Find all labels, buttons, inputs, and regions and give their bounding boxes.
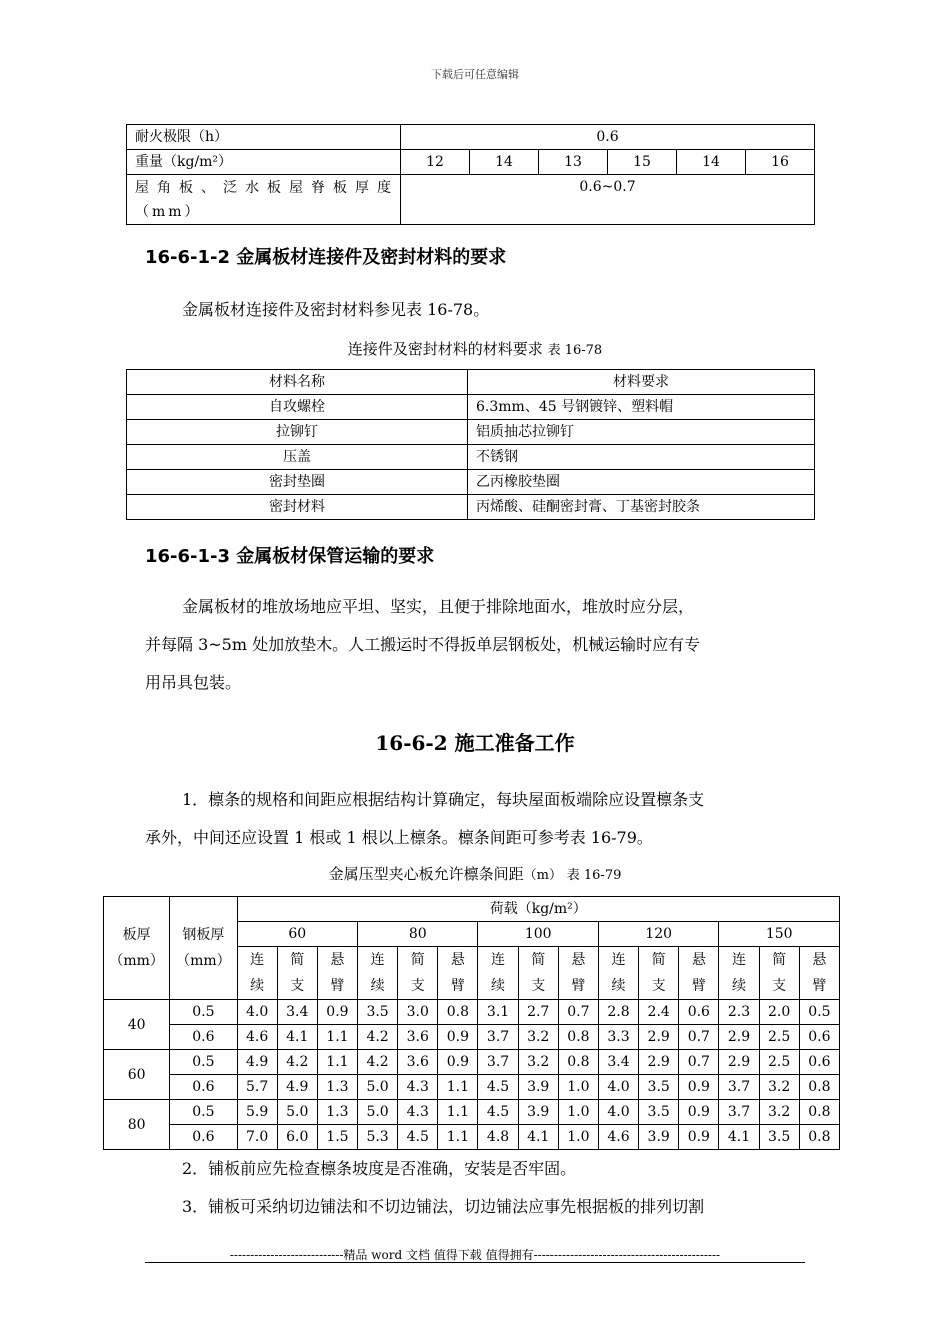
material-name: 自攻螺栓 bbox=[127, 395, 468, 420]
spacing-value: 5.7 bbox=[237, 1075, 277, 1100]
paragraph-line: 2．铺板前应先检查檩条坡度是否准确，安装是否牢固。 bbox=[182, 1159, 577, 1178]
panel-thickness: 80 bbox=[104, 1100, 170, 1150]
material-requirement: 丙烯酸、硅酮密封膏、丁基密封胶条 bbox=[468, 495, 815, 520]
support-type-header: 简支 bbox=[277, 947, 317, 1000]
spacing-value: 0.8 bbox=[558, 1050, 598, 1075]
support-type-header: 简支 bbox=[518, 947, 558, 1000]
spacing-value: 3.2 bbox=[759, 1100, 799, 1125]
spacing-value: 0.6 bbox=[799, 1025, 839, 1050]
steel-thickness: 0.6 bbox=[170, 1025, 237, 1050]
spacing-value: 5.3 bbox=[358, 1125, 398, 1150]
spacing-value: 2.8 bbox=[598, 1000, 638, 1025]
spacing-value: 4.0 bbox=[598, 1075, 638, 1100]
spacing-value: 3.3 bbox=[598, 1025, 638, 1050]
material-requirement: 不锈钢 bbox=[468, 445, 815, 470]
spacing-value: 3.5 bbox=[358, 1000, 398, 1025]
page-footer: ----------------------------精品 word 文档 值得下载 值得拥有---------------------------------------------- bbox=[229, 1248, 721, 1262]
table-row bbox=[104, 1100, 840, 1125]
spacing-value: 1.0 bbox=[558, 1075, 598, 1100]
spacing-value: 0.6 bbox=[679, 1000, 719, 1025]
spacing-value: 1.1 bbox=[438, 1125, 478, 1150]
spacing-value: 3.5 bbox=[759, 1125, 799, 1150]
paragraph: 金属板材连接件及密封材料参见表 16-78。 bbox=[182, 300, 490, 319]
spacing-value: 1.0 bbox=[558, 1100, 598, 1125]
footer-rule bbox=[145, 1262, 805, 1263]
spacing-value: 0.9 bbox=[438, 1025, 478, 1050]
material-name: 拉铆钉 bbox=[127, 420, 468, 445]
support-type-header: 悬臂 bbox=[317, 947, 357, 1000]
spacing-value: 3.7 bbox=[478, 1025, 518, 1050]
spacing-value: 6.0 bbox=[277, 1125, 317, 1150]
paragraph-line: 承外，中间还应设置 1 根或 1 根以上檩条。檩条间距可参考表 16-79。 bbox=[145, 828, 653, 847]
table-caption bbox=[0, 338, 950, 359]
table-row bbox=[104, 1025, 840, 1050]
spacing-value: 4.5 bbox=[398, 1125, 438, 1150]
support-type-header: 连续 bbox=[358, 947, 398, 1000]
spacing-value: 1.3 bbox=[317, 1075, 357, 1100]
spacing-value: 1.1 bbox=[317, 1050, 357, 1075]
paragraph-line: 1．檩条的规格和间距应根据结构计算确定，每块屋面板端除应设置檩条支 bbox=[182, 790, 705, 809]
spacing-value: 3.4 bbox=[598, 1050, 638, 1075]
material-requirement: 铝质抽芯拉铆钉 bbox=[468, 420, 815, 445]
weight-value: 14 bbox=[470, 150, 539, 175]
load-header: 120 bbox=[598, 922, 718, 947]
spacing-value: 4.1 bbox=[719, 1125, 759, 1150]
spacing-value: 0.7 bbox=[679, 1050, 719, 1075]
spacing-value: 0.9 bbox=[679, 1100, 719, 1125]
spacing-value: 3.4 bbox=[277, 1000, 317, 1025]
spacing-value: 0.8 bbox=[438, 1000, 478, 1025]
steel-thickness: 0.6 bbox=[170, 1075, 237, 1100]
load-header: 80 bbox=[358, 922, 478, 947]
spacing-value: 0.9 bbox=[679, 1075, 719, 1100]
corner-plate-label: 屋角板、泛水板屋脊板厚度（mm） bbox=[127, 175, 401, 225]
spacing-value: 2.9 bbox=[639, 1025, 679, 1050]
support-type-header: 悬臂 bbox=[799, 947, 839, 1000]
load-header: 150 bbox=[719, 922, 840, 947]
caption-number: 表 16-78 bbox=[547, 343, 603, 358]
spacing-value: 3.5 bbox=[639, 1075, 679, 1100]
spacing-value: 5.0 bbox=[277, 1100, 317, 1125]
load-header: 60 bbox=[237, 922, 357, 947]
corner-plate-value: 0.6~0.7 bbox=[401, 175, 815, 225]
steel-thickness: 0.5 bbox=[170, 1000, 237, 1025]
material-name: 密封材料 bbox=[127, 495, 468, 520]
spacing-value: 5.0 bbox=[358, 1100, 398, 1125]
spacing-value: 4.0 bbox=[237, 1000, 277, 1025]
spacing-value: 4.6 bbox=[598, 1125, 638, 1150]
steel-thickness: 0.6 bbox=[170, 1125, 237, 1150]
weight-value: 15 bbox=[608, 150, 677, 175]
spacing-value: 4.2 bbox=[277, 1050, 317, 1075]
material-requirement: 6.3mm、45 号钢镀锌、塑料帽 bbox=[468, 395, 815, 420]
spacing-value: 1.1 bbox=[317, 1025, 357, 1050]
support-type-header: 连续 bbox=[478, 947, 518, 1000]
table-caption bbox=[0, 863, 950, 884]
paragraph-line: 并每隔 3~5m 处加放垫木。人工搬运时不得扳单层钢板处，机械运输时应有专 bbox=[145, 635, 701, 654]
spacing-value: 4.3 bbox=[398, 1075, 438, 1100]
spacing-value: 0.9 bbox=[679, 1125, 719, 1150]
table-header: 材料要求 bbox=[468, 370, 815, 395]
spacing-value: 3.2 bbox=[518, 1050, 558, 1075]
support-type-header: 简支 bbox=[398, 947, 438, 1000]
page-header: 下载后可任意编辑 bbox=[431, 68, 519, 81]
chapter-heading: 16-6-2 施工准备工作 bbox=[375, 731, 575, 755]
spacing-value: 0.7 bbox=[558, 1000, 598, 1025]
spacing-value: 0.8 bbox=[799, 1075, 839, 1100]
spacing-value: 2.5 bbox=[759, 1025, 799, 1050]
fire-limit-value: 0.6 bbox=[401, 125, 815, 150]
support-type-header: 简支 bbox=[639, 947, 679, 1000]
material-name: 压盖 bbox=[127, 445, 468, 470]
support-type-header: 悬臂 bbox=[558, 947, 598, 1000]
spacing-value: 0.9 bbox=[438, 1050, 478, 1075]
caption-unit: （m） bbox=[523, 868, 562, 883]
spacing-value: 2.7 bbox=[518, 1000, 558, 1025]
spacing-value: 1.1 bbox=[438, 1100, 478, 1125]
spacing-value: 4.8 bbox=[478, 1125, 518, 1150]
weight-value: 14 bbox=[677, 150, 746, 175]
spacing-value: 4.2 bbox=[358, 1025, 398, 1050]
col-header-thickness: 板厚（mm） bbox=[104, 897, 170, 1000]
weight-value: 13 bbox=[539, 150, 608, 175]
spacing-value: 4.6 bbox=[237, 1025, 277, 1050]
spacing-value: 2.9 bbox=[639, 1050, 679, 1075]
spacing-value: 4.3 bbox=[398, 1100, 438, 1125]
load-header: 100 bbox=[478, 922, 598, 947]
table-row bbox=[104, 1000, 840, 1025]
support-type-header: 连续 bbox=[598, 947, 638, 1000]
spacing-value: 3.7 bbox=[719, 1075, 759, 1100]
weight-value: 16 bbox=[746, 150, 815, 175]
panel-thickness: 60 bbox=[104, 1050, 170, 1100]
spacing-value: 3.2 bbox=[518, 1025, 558, 1050]
spacing-value: 2.3 bbox=[719, 1000, 759, 1025]
spacing-value: 4.1 bbox=[518, 1125, 558, 1150]
support-type-header: 悬臂 bbox=[438, 947, 478, 1000]
spacing-value: 5.0 bbox=[358, 1075, 398, 1100]
paragraph-line: 用吊具包装。 bbox=[145, 673, 242, 692]
spacing-value: 1.5 bbox=[317, 1125, 357, 1150]
weight-label: 重量（kg/m²） bbox=[127, 150, 401, 175]
weight-value: 12 bbox=[401, 150, 470, 175]
spacing-value: 3.6 bbox=[398, 1025, 438, 1050]
support-type-header: 连续 bbox=[237, 947, 277, 1000]
spacing-value: 1.0 bbox=[558, 1125, 598, 1150]
paragraph-line: 金属板材的堆放场地应平坦、坚实，且便于排除地面水，堆放时应分层， bbox=[182, 597, 695, 616]
spacing-value: 7.0 bbox=[237, 1125, 277, 1150]
fire-limit-label: 耐火极限（h） bbox=[127, 125, 401, 150]
spacing-value: 4.5 bbox=[478, 1075, 518, 1100]
table-row bbox=[104, 1125, 840, 1150]
spacing-value: 1.3 bbox=[317, 1100, 357, 1125]
spacing-value: 1.1 bbox=[438, 1075, 478, 1100]
support-type-header: 简支 bbox=[759, 947, 799, 1000]
spacing-value: 4.0 bbox=[598, 1100, 638, 1125]
caption-title: 连接件及密封材料的材料要求 bbox=[347, 340, 543, 358]
material-requirements-table bbox=[126, 369, 815, 520]
spacing-value: 0.9 bbox=[317, 1000, 357, 1025]
panel-thickness: 40 bbox=[104, 1000, 170, 1050]
spacing-value: 2.0 bbox=[759, 1000, 799, 1025]
spacing-value: 0.8 bbox=[558, 1025, 598, 1050]
spacing-value: 3.0 bbox=[398, 1000, 438, 1025]
spacing-value: 3.9 bbox=[518, 1075, 558, 1100]
table-header: 材料名称 bbox=[127, 370, 468, 395]
spacing-value: 3.9 bbox=[639, 1125, 679, 1150]
spacing-value: 4.9 bbox=[277, 1075, 317, 1100]
spacing-value: 3.6 bbox=[398, 1050, 438, 1075]
caption-title: 金属压型夹心板允许檩条间距 bbox=[328, 865, 524, 883]
fire-weight-table bbox=[126, 124, 815, 225]
spacing-value: 4.9 bbox=[237, 1050, 277, 1075]
spacing-value: 0.6 bbox=[799, 1050, 839, 1075]
spacing-value: 2.5 bbox=[759, 1050, 799, 1075]
support-type-header: 悬臂 bbox=[679, 947, 719, 1000]
spacing-value: 4.5 bbox=[478, 1100, 518, 1125]
steel-thickness: 0.5 bbox=[170, 1100, 237, 1125]
spacing-value: 0.8 bbox=[799, 1125, 839, 1150]
spacing-value: 3.2 bbox=[759, 1075, 799, 1100]
spacing-value: 3.7 bbox=[478, 1050, 518, 1075]
spacing-value: 5.9 bbox=[237, 1100, 277, 1125]
spacing-value: 2.9 bbox=[719, 1025, 759, 1050]
col-header-load: 荷载（kg/m²） bbox=[237, 897, 839, 922]
material-name: 密封垫圈 bbox=[127, 470, 468, 495]
table-row bbox=[104, 1050, 840, 1075]
caption-number: 表 16-79 bbox=[566, 868, 622, 883]
spacing-value: 0.5 bbox=[799, 1000, 839, 1025]
spacing-value: 3.5 bbox=[639, 1100, 679, 1125]
steel-thickness: 0.5 bbox=[170, 1050, 237, 1075]
support-type-header: 连续 bbox=[719, 947, 759, 1000]
spacing-value: 3.1 bbox=[478, 1000, 518, 1025]
spacing-value: 4.1 bbox=[277, 1025, 317, 1050]
spacing-value: 3.7 bbox=[719, 1100, 759, 1125]
spacing-value: 3.9 bbox=[518, 1100, 558, 1125]
spacing-value: 2.4 bbox=[639, 1000, 679, 1025]
spacing-value: 2.9 bbox=[719, 1050, 759, 1075]
spacing-value: 0.7 bbox=[679, 1025, 719, 1050]
table-row bbox=[104, 1075, 840, 1100]
spacing-value: 4.2 bbox=[358, 1050, 398, 1075]
col-header-steel: 钢板厚（mm） bbox=[170, 897, 237, 1000]
material-requirement: 乙丙橡胶垫圈 bbox=[468, 470, 815, 495]
section-heading: 16-6-1-3 金属板材保管运输的要求 bbox=[145, 546, 435, 567]
purlin-spacing-table bbox=[103, 896, 840, 1150]
section-heading: 16-6-1-2 金属板材连接件及密封材料的要求 bbox=[145, 247, 507, 268]
paragraph-line: 3．铺板可采纳切边铺法和不切边铺法，切边铺法应事先根据板的排列切割 bbox=[182, 1197, 705, 1216]
spacing-value: 0.8 bbox=[799, 1100, 839, 1125]
